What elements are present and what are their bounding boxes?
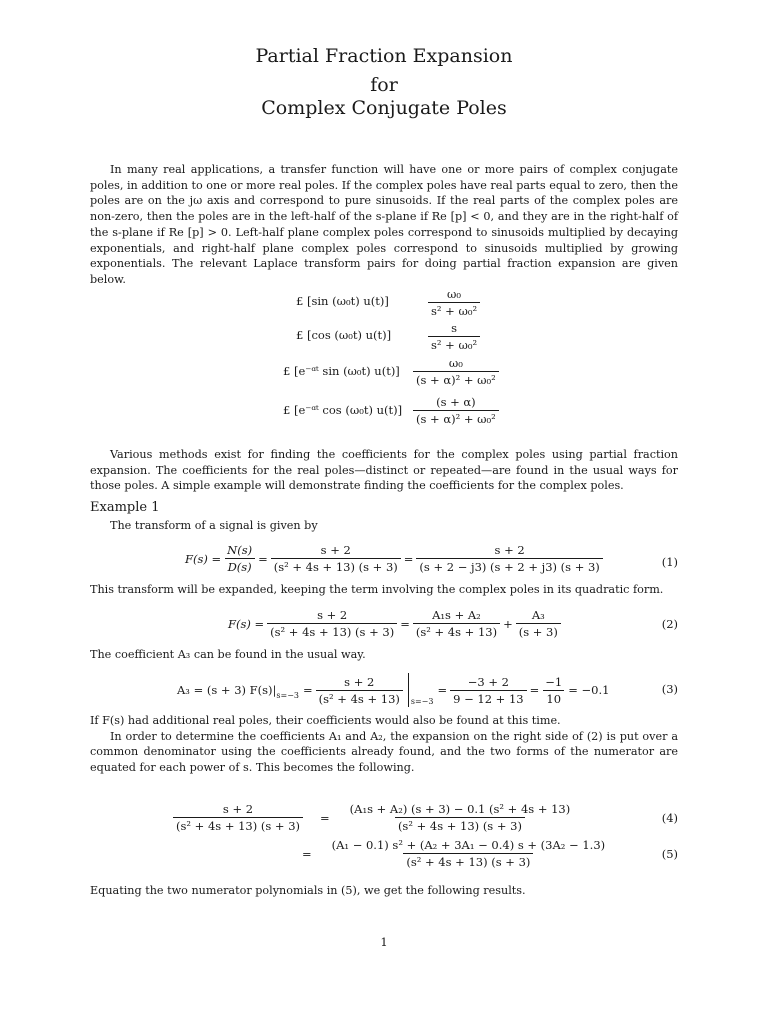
eq1-f3-num: s + 2 — [494, 543, 525, 557]
equation-2 — [228, 608, 564, 639]
equation-4 — [170, 802, 576, 833]
example-heading: Example 1 — [90, 500, 160, 515]
pair-fraction-4 — [410, 395, 502, 426]
eq5-rhs-num: (A₁ − 0.1) s² + (A₂ + 3A₁ − 0.4) s + (3A₂ − 1.3) — [331, 838, 606, 852]
eq3-f1-den: (s² + 4s + 13) — [316, 690, 403, 706]
intro-paragraph — [90, 162, 678, 288]
pair-num-2: s — [451, 321, 457, 335]
closing-paragraph — [90, 883, 678, 899]
eq2-lhs: F(s) = — [228, 616, 265, 631]
eq1-f2-den: (s² + 4s + 13) (s + 3) — [271, 558, 401, 574]
eq1-f1-num: N(s) — [227, 543, 253, 557]
pair-num-4: (s + α) — [436, 395, 476, 409]
after-eq3-text: In order to determine the coefficients A₁ and A₂, the expansion on the right side of (2) is put over a common denominator using the coefficients already found, and the two forms of the numerator are equated for each power of s. This becomes the following. — [90, 729, 678, 775]
after-eq3-paragraph — [90, 713, 678, 776]
after-eq1-text: This transform will be expanded, keeping the term involving the complex poles in its quadratic form. — [90, 583, 664, 596]
title-line-3: Complex Conjugate Poles — [261, 97, 507, 119]
eq4-lhs-den: (s² + 4s + 13) (s + 3) — [173, 817, 303, 833]
methods-paragraph — [90, 447, 678, 494]
eq4-rhs-num: (A₁s + A₂) (s + 3) − 0.1 (s² + 4s + 13) — [349, 802, 571, 816]
equation-2-number: (2) — [661, 617, 678, 631]
after-eq2-paragraph — [90, 647, 678, 663]
eq2-f2-num: A₁s + A₂ — [432, 608, 481, 622]
page-number: 1 — [380, 935, 388, 949]
eq1-f1-den: D(s) — [225, 558, 255, 574]
after-eq2-text: The coefficient A₃ can be found in the usual way. — [90, 648, 366, 661]
eq2-f1-num: s + 2 — [317, 608, 348, 622]
equation-5-number: (5) — [661, 847, 678, 861]
pair-den-4: (s + α)² + ω₀² — [413, 410, 499, 426]
pair-num-3: ω₀ — [448, 356, 463, 370]
eq1-lhs: F(s) = — [185, 551, 222, 566]
intro-text: In many real applications, a transfer function will have one or more pairs of complex conjugate poles, in addition to one or more real poles. If the complex poles have real parts equal to zero, then the poles are on the jω axis and correspond to pure sinusoids. If the real parts of the complex poles are non-zero, then the poles are in the left-half of the s-plane if Re [p] < 0, and they are in the right-half of the s-plane if Re [p] > 0. Left-half plane complex poles correspond to sinusoids multiplied by decaying exponentials, and right-half plane complex poles correspond to sinusoids multiplied by growing exponentials. The relevant Laplace transform pairs for doing partial fraction expansion are given below. — [90, 163, 678, 286]
equation-3 — [177, 673, 609, 707]
eq2-f1-den: (s² + 4s + 13) (s + 3) — [267, 623, 397, 639]
eq3-equals-a: = — [303, 683, 313, 697]
pair-label-4: £ [e⁻ᵅᵗ cos (ω₀t) u(t)] — [283, 403, 403, 417]
pair-label-3: £ [e⁻ᵅᵗ sin (ω₀t) u(t)] — [283, 364, 400, 378]
title-line-2: for — [370, 74, 398, 96]
title-line-1: Partial Fraction Expansion — [255, 45, 513, 67]
closing-text: Equating the two numerator polynomials in (5), we get the following results. — [90, 884, 526, 897]
eq5-equals: = — [302, 846, 312, 861]
eq3-f3-num: −1 — [545, 674, 563, 689]
pair-den-1: s² + ω₀² — [428, 302, 480, 318]
eq3-equals-c: = — [529, 683, 540, 697]
example-intro-paragraph — [90, 518, 678, 534]
pair-num-1: ω₀ — [447, 287, 462, 301]
pair-fraction-1 — [425, 287, 483, 318]
eq3-f2-num: −3 + 2 — [467, 674, 509, 689]
pair-den-3: (s + α)² + ω₀² — [413, 371, 499, 387]
eq5-rhs-den: (s² + 4s + 13) (s + 3) — [403, 853, 533, 869]
after-eq1-paragraph — [90, 582, 678, 598]
example-intro-text: The transform of a signal is given by — [110, 519, 318, 532]
equation-1 — [185, 543, 606, 574]
pair-fraction-3 — [410, 356, 502, 387]
after-eq3-line: If F(s) had additional real poles, their coefficients would also be found at this time. — [90, 714, 561, 727]
eq3-bar-sub: s=−3 — [410, 696, 434, 706]
pair-den-2: s² + ω₀² — [428, 336, 480, 352]
eq3-lhs-sub: s=−3 — [276, 690, 299, 700]
eq2-plus: + — [503, 616, 513, 631]
eq3-result: = −0.1 — [568, 683, 610, 697]
eq2-f3-num: A₃ — [531, 608, 545, 622]
pair-label-2: £ [cos (ω₀t) u(t)] — [296, 328, 392, 342]
eq4-rhs-den: (s² + 4s + 13) (s + 3) — [395, 817, 525, 833]
eq4-lhs-num: s + 2 — [222, 802, 254, 816]
methods-text: Various methods exist for finding the coefficients for the complex poles using partial fraction expansion. The coefficients for the real poles—distinct or repeated—are found in the usual ways for those poles. A simple example will demonstrate finding the coefficients for the complex poles. — [90, 448, 678, 493]
eq3-evaluation-bar — [408, 673, 409, 707]
eq3-f2-den: 9 − 12 + 13 — [450, 690, 526, 706]
eq3-f3-den: 10 — [543, 690, 564, 706]
eq2-f3-den: (s + 3) — [516, 623, 561, 639]
pair-fraction-2 — [425, 321, 483, 352]
eq1-f2-num: s + 2 — [320, 543, 351, 557]
equation-1-number: (1) — [661, 555, 678, 569]
eq3-lhs: A₃ = (s + 3) F(s)| — [177, 683, 277, 697]
equation-5 — [302, 838, 611, 869]
eq2-equals: = — [400, 616, 410, 631]
pair-label-1: £ [sin (ω₀t) u(t)] — [296, 294, 389, 308]
eq3-equals-b: = — [437, 683, 448, 697]
eq3-f1-num: s + 2 — [344, 674, 375, 689]
eq2-f2-den: (s² + 4s + 13) — [413, 623, 500, 639]
eq1-equals-a: = — [258, 551, 268, 566]
eq1-f3-den: (s + 2 − j3) (s + 2 + j3) (s + 3) — [416, 558, 602, 574]
eq1-equals-b: = — [403, 551, 414, 566]
equation-4-number: (4) — [661, 811, 678, 825]
eq4-equals: = — [320, 810, 330, 825]
equation-3-number: (3) — [661, 682, 678, 696]
